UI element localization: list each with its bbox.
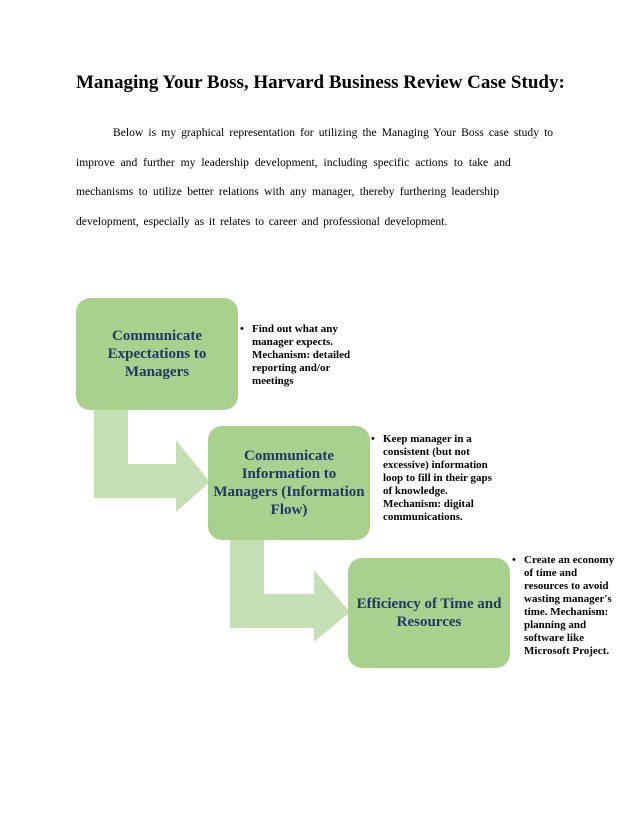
step-label: Communicate Information to Managers (Information Flow) bbox=[213, 448, 365, 518]
bullet-icon: • bbox=[371, 433, 375, 445]
bullet-text: Find out what any manager expects. Mechanism: detailed reporting and/or meetings bbox=[252, 323, 351, 387]
step-bullet-efficiency bbox=[512, 554, 624, 658]
document-title: Managing Your Boss, Harvard Business Review Case Study: bbox=[76, 72, 565, 93]
bullet-text: Create an economy of time and resources to avoid wasting manager's time. Mechanism: planning and software like Microsoft Project. bbox=[524, 554, 615, 657]
step-box-efficiency bbox=[348, 558, 510, 668]
process-arrow-1 bbox=[94, 408, 214, 512]
step-bullet-information-flow bbox=[371, 433, 495, 524]
step-label: Efficiency of Time and Resources bbox=[356, 596, 502, 630]
intro-line-2: improve and further my leadership development, including specific actions to take and bbox=[76, 156, 511, 169]
step-box-information-flow bbox=[208, 426, 370, 540]
step-bullet-expectations bbox=[240, 323, 360, 388]
step-label: Communicate Expectations to Managers bbox=[107, 328, 207, 380]
process-arrow-2 bbox=[230, 538, 354, 642]
intro-line-1: Below is my graphical representation for utilizing the Managing Your Boss case study to bbox=[113, 126, 554, 139]
bullet-text: Keep manager in a consistent (but not excessive) information loop to fill in their gaps of knowledge. Mechanism: digital communications. bbox=[383, 433, 492, 523]
bullet-icon: • bbox=[512, 554, 516, 566]
intro-line-4: development, especially as it relates to career and professional development. bbox=[76, 215, 448, 228]
step-box-expectations bbox=[76, 298, 238, 410]
bullet-icon: • bbox=[240, 323, 244, 335]
intro-line-3: mechanisms to utilize better relations with any manager, thereby furthering leadership bbox=[76, 185, 500, 198]
